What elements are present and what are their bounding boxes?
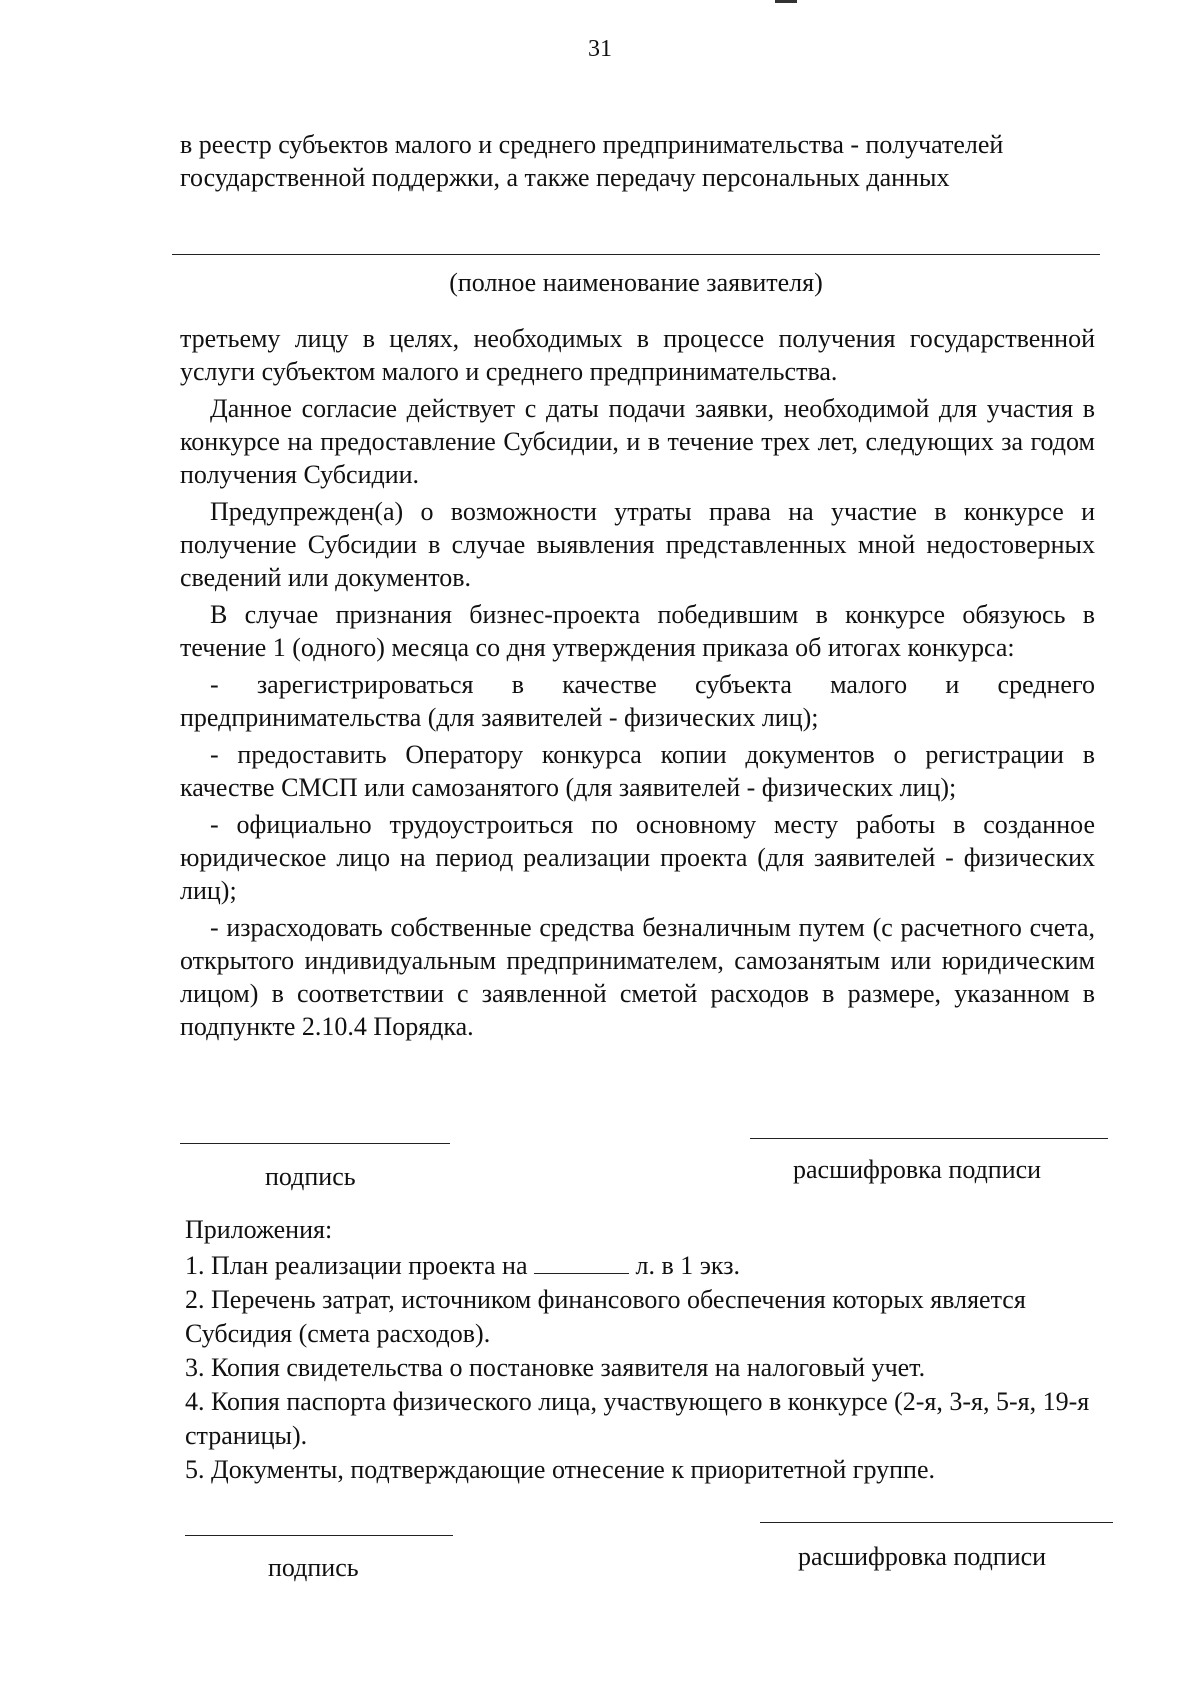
signature-line-2 [185, 1535, 453, 1536]
attachment-item-1-text: 1. План реализации проекта на [185, 1251, 528, 1280]
signature-label-2: подпись [268, 1553, 359, 1582]
paragraph-obligations-intro: В случае признания бизнес-проекта победившим в конкурсе обязуюсь в течение 1 (одного) месяца со дня утверждения приказа об итогах конкурса: [180, 600, 1095, 662]
obligation-provide-documents: - предоставить Оператору конкурса копии документов о регистрации в качестве СМСП или самозанятого (для заявителей - физических лиц); [180, 740, 1095, 802]
consent-body [180, 322, 1095, 1047]
paragraph-third-party: третьему лицу в целях, необходимых в процессе получения государственной услуги субъектом малого и среднего предпринимательства. [180, 324, 1095, 386]
attachments-list [185, 1213, 1105, 1487]
pages-count-blank [534, 1253, 629, 1274]
attachment-item-3: 3. Копия свидетельства о постановке заявителя на налоговый учет. [185, 1353, 926, 1382]
signature-line [180, 1143, 450, 1144]
attachment-item-2: 2. Перечень затрат, источником финансового обеспечения которых является Субсидия (смета расходов). [185, 1285, 1026, 1348]
signature-decoding-line [750, 1138, 1108, 1139]
paragraph-validity: Данное согласие действует с даты подачи заявки, необходимой для участия в конкурсе на предоставление Субсидии, и в течение трех лет, следующих за годом получения Субсидии. [180, 394, 1095, 489]
attachment-item-1 [185, 1249, 1105, 1283]
signature-label: подпись [265, 1162, 356, 1191]
obligation-register: - зарегистрироваться в качестве субъекта малого и среднего предпринимательства (для заявителей - физических лиц); [180, 670, 1095, 732]
attachment-item-5: 5. Документы, подтверждающие отнесение к приоритетной группе. [185, 1455, 935, 1484]
scan-mark [775, 0, 797, 3]
applicant-name-caption: (полное наименование заявителя) [449, 268, 823, 297]
obligation-employment: - официально трудоустроиться по основному месту работы в созданное юридическое лицо на период реализации проекта (для заявителей - физических лиц); [180, 810, 1095, 905]
paragraph-warning: Предупрежден(а) о возможности утраты права на участие в конкурсе и получение Субсидии в случае выявления представленных мной недостоверных сведений или документов. [180, 497, 1095, 592]
obligation-spend-funds: - израсходовать собственные средства безналичным путем (с расчетного счета, открытого индивидуальным предпринимателем, самозанятым или юридическим лицом) в соответствии с заявленной сметой расходов в размере, указанном в подпункте 2.10.4 Порядка. [180, 913, 1095, 1041]
signature-decoding-label-2: расшифровка подписи [798, 1542, 1047, 1571]
intro-text: в реестр субъектов малого и среднего предпринимательства - получателей государственной поддержки, а также передачу персональных данных [180, 130, 1004, 192]
applicant-name-line [172, 254, 1100, 255]
attachment-item-1-suffix: л. в 1 экз. [635, 1251, 740, 1280]
signature-decoding-line-2 [760, 1522, 1113, 1523]
page-number: 31 [588, 36, 612, 62]
signature-decoding-label: расшифровка подписи [793, 1155, 1042, 1184]
attachments-title: Приложения: [185, 1215, 333, 1244]
attachment-item-4: 4. Копия паспорта физического лица, участвующего в конкурсе (2-я, 3-я, 5-я, 19-я страницы). [185, 1387, 1090, 1450]
